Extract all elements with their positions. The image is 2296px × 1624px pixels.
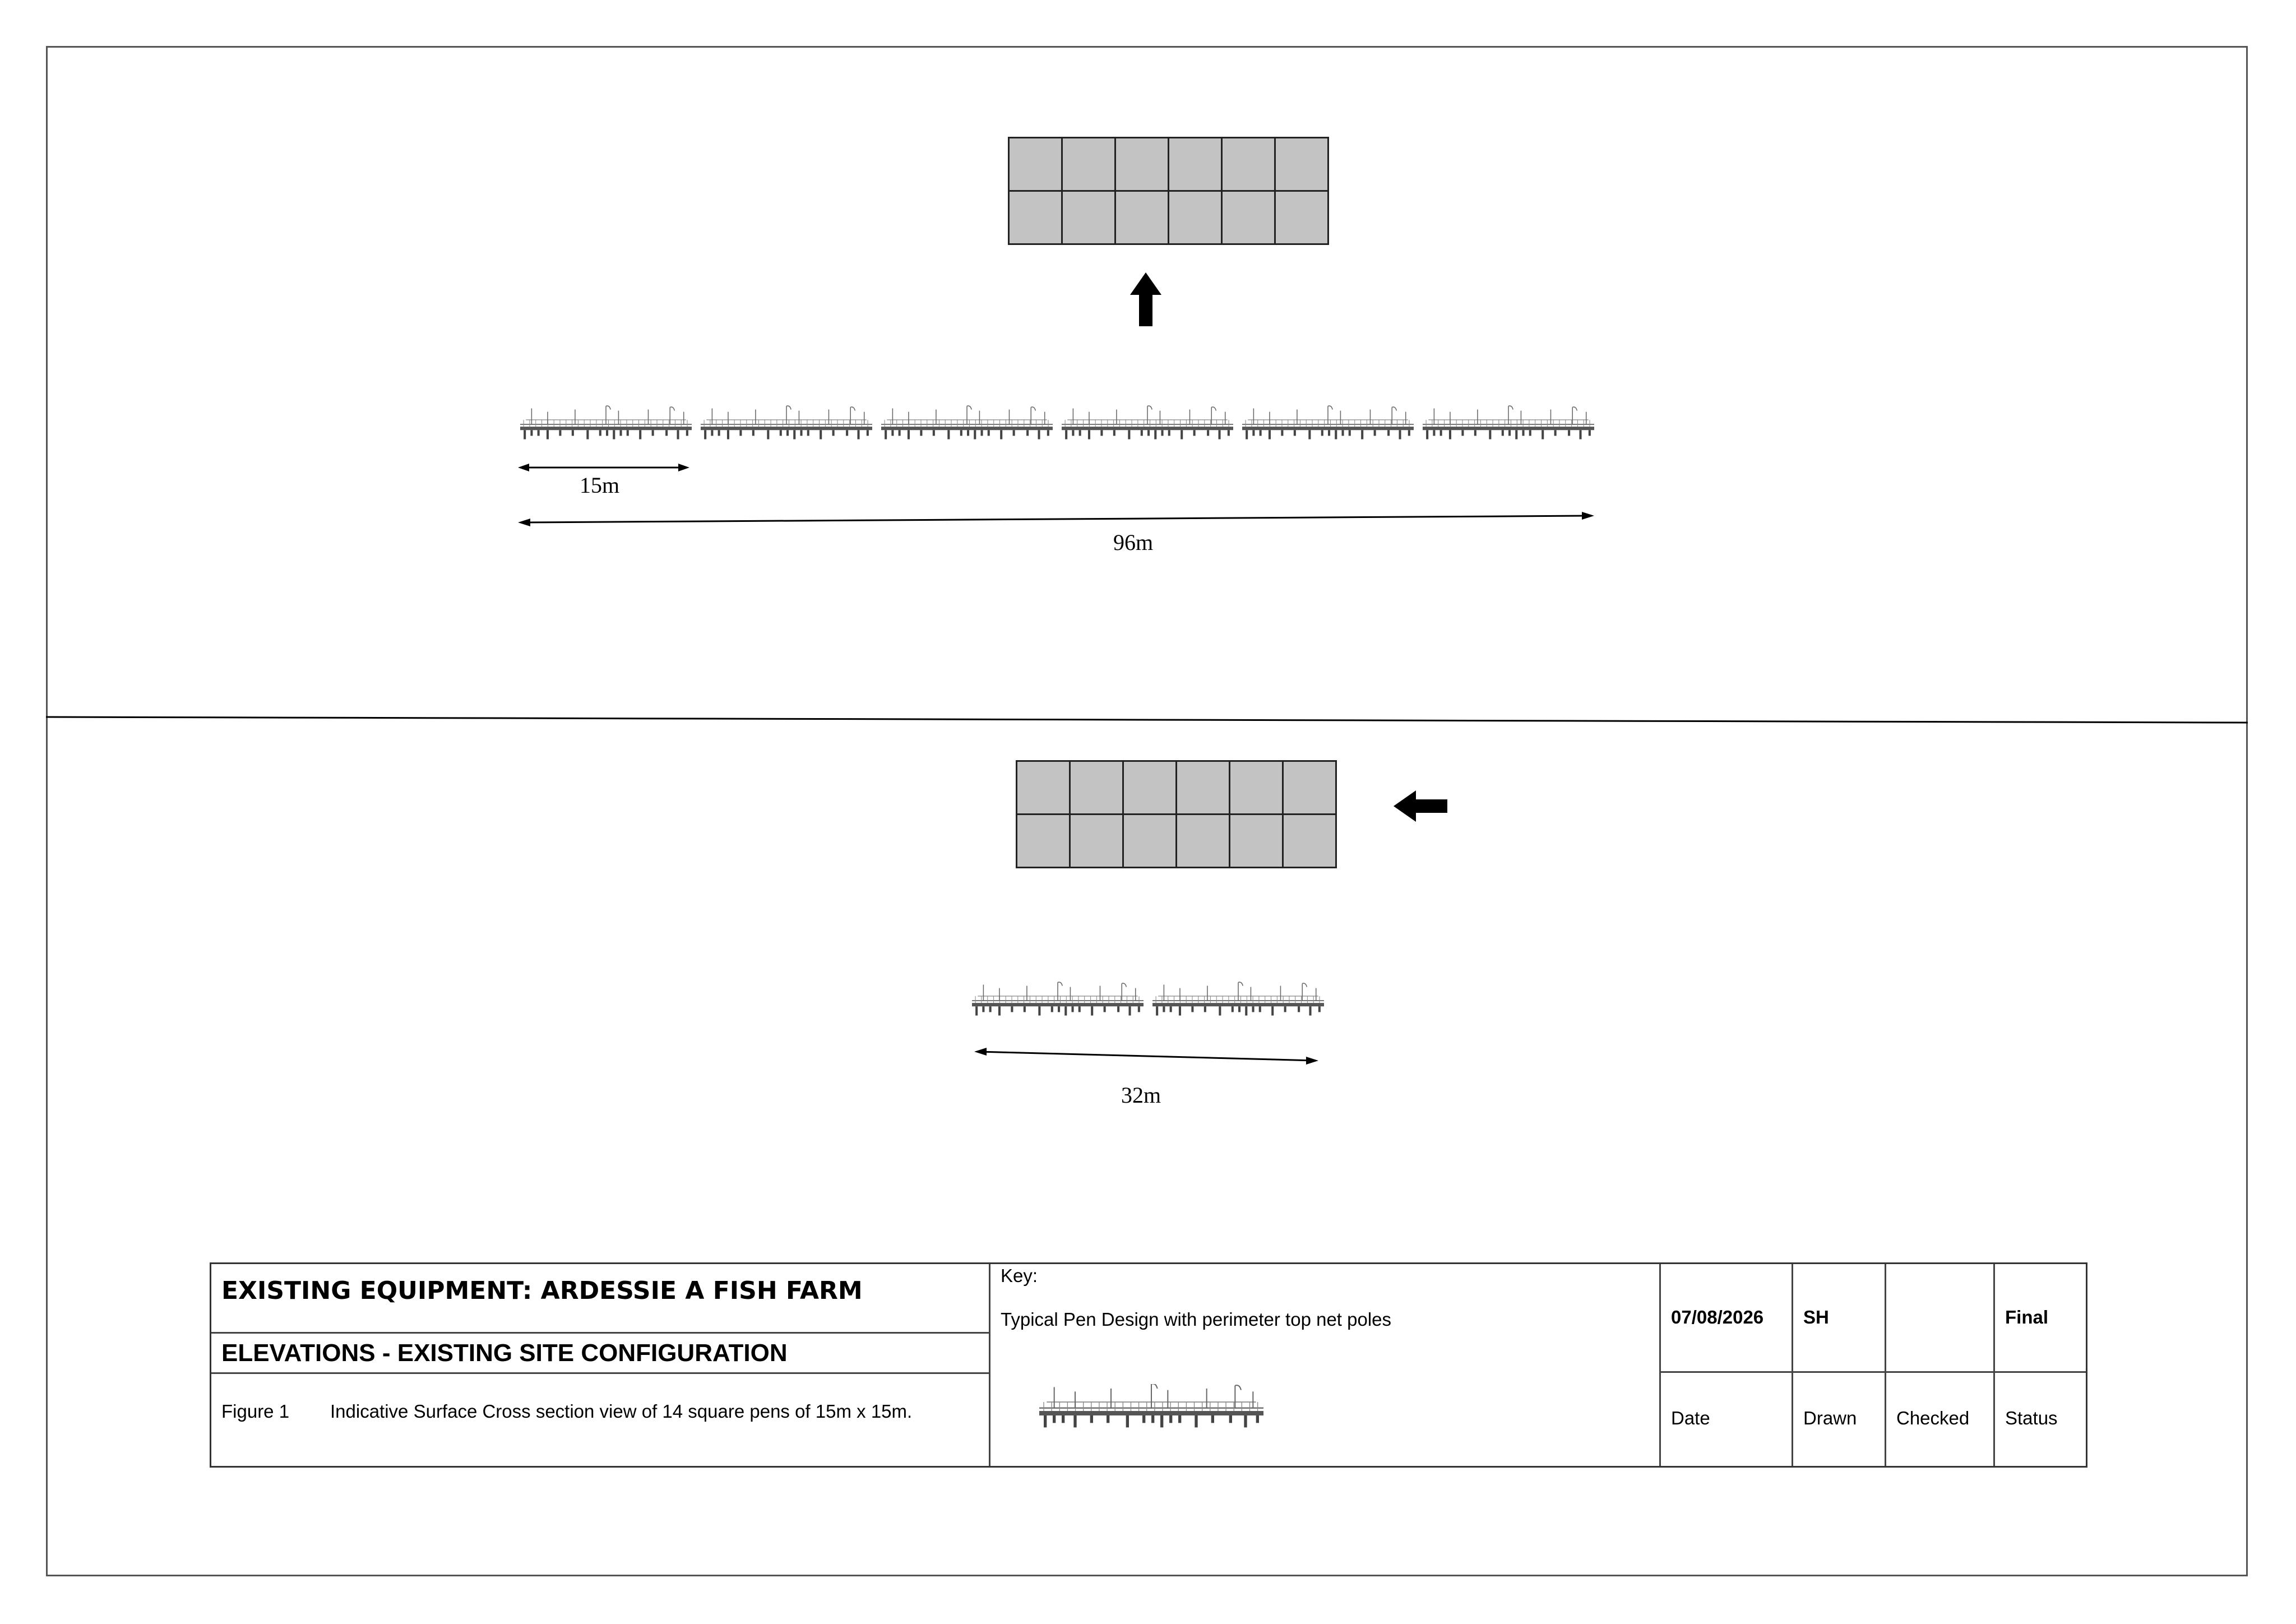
pen-cell	[1071, 762, 1122, 813]
pen-grid	[1016, 760, 1337, 868]
pen-cell	[1169, 138, 1221, 190]
date-value: 07/08/2026	[1671, 1307, 1764, 1327]
pen-cell	[1010, 192, 1061, 243]
pen-cell	[1010, 138, 1061, 190]
drawn-value: SH	[1803, 1307, 1829, 1327]
pen-cell	[1063, 138, 1114, 190]
checked-label: Checked	[1896, 1408, 1970, 1428]
figure-number: Figure 1	[221, 1401, 290, 1422]
pen-cell	[1063, 192, 1114, 243]
pen-cell	[1169, 192, 1221, 243]
drawing-title: EXISTING EQUIPMENT: ARDESSIE A FISH FARM	[221, 1276, 863, 1305]
plan-view-top	[1008, 137, 1329, 245]
pen-cell	[1284, 762, 1335, 813]
pen-cell	[1124, 762, 1175, 813]
pen-grid	[1008, 137, 1329, 245]
pen-elevation	[1035, 1384, 1267, 1429]
pen-elevation	[1423, 404, 1594, 443]
pen-elevation	[701, 404, 872, 443]
pen-cell	[1116, 138, 1168, 190]
subtitle-cell	[211, 1334, 990, 1374]
drawn-label-cell	[1793, 1373, 1886, 1466]
pen-elevation	[972, 980, 1144, 1019]
pen-cell	[1116, 192, 1168, 243]
drawn-value-cell	[1793, 1264, 1886, 1373]
pen-elevation	[1152, 980, 1324, 1019]
pen-elevation	[1062, 404, 1233, 443]
section-divider	[46, 715, 2248, 727]
pen-cell	[1223, 192, 1274, 243]
title-cell	[211, 1264, 990, 1334]
pen-elevation	[1242, 404, 1414, 443]
title-block	[210, 1262, 2087, 1468]
dimension-line-96m	[518, 508, 1594, 530]
dimension-label-96m: 96m	[1113, 530, 1154, 555]
key-cell	[990, 1264, 1661, 1466]
pen-cell	[1017, 762, 1069, 813]
status-label: Status	[2005, 1408, 2058, 1428]
plan-view-bottom	[1016, 760, 1337, 868]
pen-elevation	[881, 404, 1053, 443]
status-label-cell	[1995, 1373, 2086, 1466]
date-value-cell	[1661, 1264, 1793, 1373]
up-arrow-icon	[1130, 272, 1161, 326]
pen-cell	[1124, 815, 1175, 867]
key-text: Typical Pen Design with perimeter top net poles	[1001, 1309, 1392, 1330]
pen-elevation	[520, 404, 692, 443]
pen-cell	[1177, 815, 1229, 867]
pen-cell	[1071, 815, 1122, 867]
pen-cell	[1230, 815, 1282, 867]
date-label-cell	[1661, 1373, 1793, 1466]
pen-cell	[1284, 815, 1335, 867]
pen-cell	[1276, 138, 1327, 190]
checked-value-cell	[1886, 1264, 1995, 1373]
dimension-label-15m: 15m	[580, 473, 620, 498]
pen-cell	[1276, 192, 1327, 243]
pen-cell	[1230, 762, 1282, 813]
pen-cell	[1017, 815, 1069, 867]
caption-cell	[211, 1374, 990, 1466]
pen-cell	[1177, 762, 1229, 813]
pen-cell	[1223, 138, 1274, 190]
status-value-cell	[1995, 1264, 2086, 1373]
key-label: Key:	[1001, 1265, 1038, 1286]
status-value: Final	[2005, 1307, 2049, 1327]
date-label: Date	[1671, 1408, 1710, 1428]
left-arrow-icon	[1394, 790, 1447, 822]
dimension-label-32m: 32m	[1121, 1082, 1161, 1108]
drawn-label: Drawn	[1803, 1408, 1857, 1428]
drawing-subtitle: ELEVATIONS - EXISTING SITE CONFIGURATION	[221, 1339, 788, 1367]
checked-label-cell	[1886, 1373, 1995, 1466]
elevation-row-bottom	[972, 980, 1324, 1019]
dimension-line-32m	[974, 1046, 1318, 1066]
elevation-row-top	[520, 404, 1594, 443]
key-pen-elevation	[1035, 1384, 1267, 1432]
figure-caption: Indicative Surface Cross section view of 14 square pens of 15m x 15m.	[330, 1401, 913, 1422]
